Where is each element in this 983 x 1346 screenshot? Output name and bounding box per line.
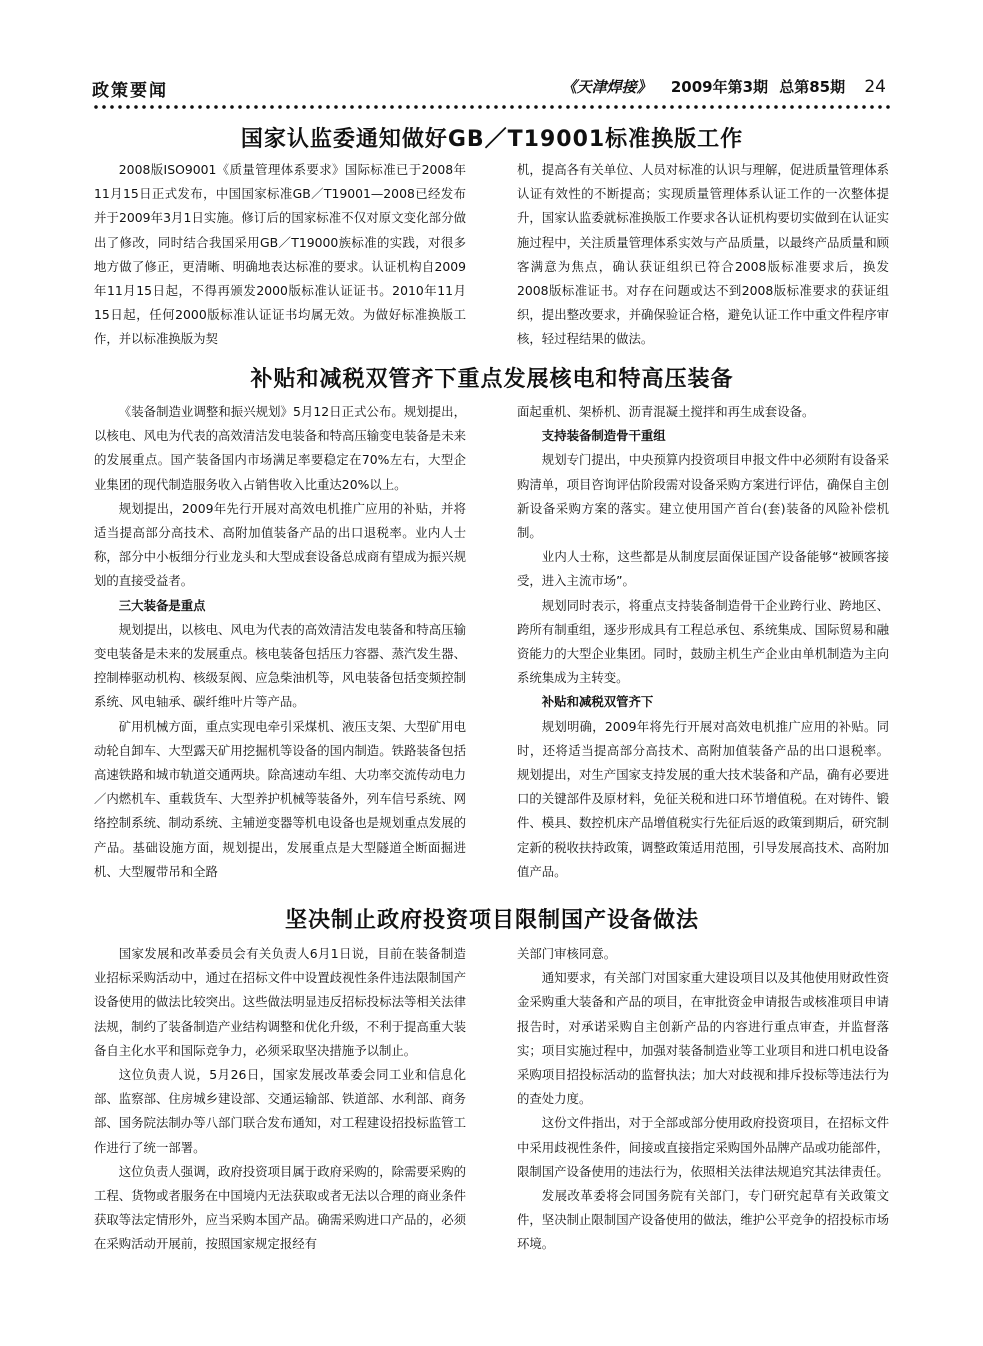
total-issue: 总第85期: [779, 78, 846, 96]
page-number: 24: [864, 77, 886, 97]
article-1-left-column: [94, 158, 466, 352]
paragraph: 2008版ISO9001《质量管理体系要求》国际标准已于2008年11月15日正式发布，中国国家标准GB／T19001—2008已经发布并于2009年3月1日实施。修订后的国家标准不仅对原文变化部分做出了修改，同时结合我国采用GB／T19000族标准的实践，对很多地方做了修正，更清晰、明确地表达标准的要求。认证机构自2009年11月15日起，不得再颁发2000版标准认证证书。2010年11月15日起，任何2000版标准认证证书均属无效。为做好标准换版工作，并以标准换版为契: [94, 162, 466, 347]
paragraph: 这位负责人强调，政府投资项目属于政府采购的，除需要采购的工程、货物或者服务在中国境内无法获取或者无法以合理的商业条件获取等法定情形外，应当采购本国产品。确需采购进口产品的，必须在采购活动开展前，按照国家规定报经有: [94, 1163, 466, 1252]
paragraph: 规划提出，2009年先行开展对高效电机推广应用的补贴，并将适当提高部分高技术、高附加值装备产品的出口退税率。业内人士称，部分中小板细分行业龙头和大型成套设备总成商有望成为振兴规划的直接受益者。: [94, 500, 466, 589]
subheading: 补贴和减税双管齐下: [541, 694, 654, 710]
paragraph: 关部门审核同意。: [517, 946, 617, 961]
article-title-1: 国家认监委通知做好GB／T19001标准换版工作: [240, 127, 744, 152]
paragraph: 规划提出，以核电、风电为代表的高效清洁发电装备和特高压输变电装备是未来的发展重点。核电装备包括压力容器、蒸汽发生器、控制棒驱动机构、核级泵阀、应急柴油机等，风电装备包括变频控制系统、风电轴承、碳纤维叶片等产品。: [94, 621, 466, 710]
dotted-divider: [92, 103, 892, 111]
paragraph: 通知要求，有关部门对国家重大建设项目以及其他使用财政性资金采购重大装备和产品的项目，在审批资金申请报告或核准项目申请报告时，对承诺采购自主创新产品的内容进行重点审查，并监督落实；项目实施过程中，加强对装备制造业等工业项目和进口机电设备采购项目招投标活动的监督执法；加大对歧视和排斥投标等违法行为的查处力度。: [517, 970, 889, 1107]
paragraph: 发展改革委将会同国务院有关部门，专门研究起草有关政策文件，坚决制止限制国产设备使用的做法，维护公平竞争的招投标市场环境。: [517, 1188, 889, 1252]
article-2-left-column: [94, 400, 466, 884]
paragraph: 国家发展和改革委员会有关负责人6月1日说，目前在装备制造业招标采购活动中，通过在招标文件中设置歧视性条件违法限制国产设备使用的做法比较突出。这些做法明显违反招标投标法等相关法律法规，制约了装备制造产业结构调整和优化升级，不利于提高重大装备自主化水平和国际竞争力，必须采取坚决措施予以制止。: [94, 946, 466, 1058]
paragraph: 这份文件指出，对于全部或部分使用政府投资项目，在招标文件中采用歧视性条件，间接或直接指定采购国外品牌产品或功能部件，限制国产设备使用的违法行为，依照相关法律法规追究其法律责任。: [517, 1115, 889, 1179]
paragraph: 业内人士称，这些都是从制度层面保证国产设备能够“被顾客接受，进入主流市场”。: [517, 549, 889, 589]
article-3-left-column: [94, 942, 466, 1257]
paragraph: 规划同时表示，将重点支持装备制造骨干企业跨行业、跨地区、跨所有制重组，逐步形成具有工程总承包、系统集成、国际贸易和融资能力的大型企业集团。同时，鼓励主机生产企业由单机制造为主向系统集成为主转变。: [517, 597, 889, 686]
subheading: 三大装备是重点: [118, 597, 206, 613]
journal-name: 《天津焊接》: [561, 78, 652, 96]
journal-info: [562, 76, 886, 97]
paragraph: 面起重机、架桥机、沥青混凝土搅拌和再生成套设备。: [517, 404, 815, 419]
page-header: [92, 76, 892, 102]
issue-number: 2009年第3期: [670, 78, 769, 96]
paragraph: 规划明确，2009年将先行开展对高效电机推广应用的补贴。同时，还将适当提高部分高技术、高附加值装备产品的出口退税率。 规划提出，对生产国家支持发展的重大技术装备和产品，确有必要进口的关键部件及原材料，免征关税和进口环节增值税。在对铸件、锻件、模具、数控机床产品增值税实行先征后返的政策到期后，研究制定新的税收扶持政策，调整政策适用范围，引导发展高技术、高附加值产品。: [517, 718, 889, 879]
article-3-right-column: [517, 942, 889, 1257]
article-title-3: 坚决制止政府投资项目限制国产设备做法: [284, 908, 699, 933]
paragraph: 规划专门提出，中央预算内投资项目申报文件中必须附有设备采购清单，项目咨询评估阶段需对设备采购方案进行评估，确保自主创新设备采购方案的落实。建立使用国产首台(套)装备的风险补偿机制。: [517, 452, 889, 541]
paragraph: 这位负责人说，5月26日，国家发展改革委会同工业和信息化部、监察部、住房城乡建设部、交通运输部、铁道部、水利部、商务部、国务院法制办等八部门联合发布通知，对工程建设招投标监管工作进行了统一部署。: [94, 1067, 466, 1155]
article-2-right-column: [517, 400, 889, 884]
article-title-2: 补贴和减税双管齐下重点发展核电和特高压装备: [250, 367, 734, 392]
paragraph: 机，提高各有关单位、人员对标准的认识与理解，促进质量管理体系认证有效性的不断提高；实现质量管理体系认证工作的一次整体提升，国家认监委就标准换版工作要求各认证机构要切实做到在认证实施过程中，关注质量管理体系实效与产品质量，以最终产品质量和顾客满意为焦点，确认获证组织已符合2008版标准要求后，换发2008版标准证书。对存在问题或达不到2008版标准要求的获证组织，提出整改要求，并确保验证合格，避免认证工作中重文件程序审核，轻过程结果的做法。: [517, 162, 889, 347]
section-name: 政策要闻: [92, 81, 168, 101]
subheading: 支持装备制造骨干重组: [541, 428, 666, 444]
paragraph: 矿用机械方面，重点实现电牵引采煤机、液压支架、大型矿用电动轮自卸车、大型露天矿用挖掘机等设备的国内制造。铁路装备包括高速铁路和城市轨道交通两块。除高速动车组、大功率交流传动电力／内燃机车、重载货车、大型养护机械等装备外，列车信号系统、网络控制系统、制动系统、主辅逆变器等机电设备也是规划重点发展的产品。基础设施方面，规划提出，发展重点是大型隧道全断面掘进机、大型履带吊和全路: [94, 718, 466, 879]
paragraph: 《装备制造业调整和振兴规划》5月12日正式公布。规划提出，以核电、风电为代表的高效清洁发电装备和特高压输变电装备是未来的发展重点。国产装备国内市场满足率要稳定在70%左右，大型企业集团的现代制造服务收入占销售收入比重达20%以上。: [94, 404, 466, 492]
article-1-right-column: [517, 158, 889, 352]
